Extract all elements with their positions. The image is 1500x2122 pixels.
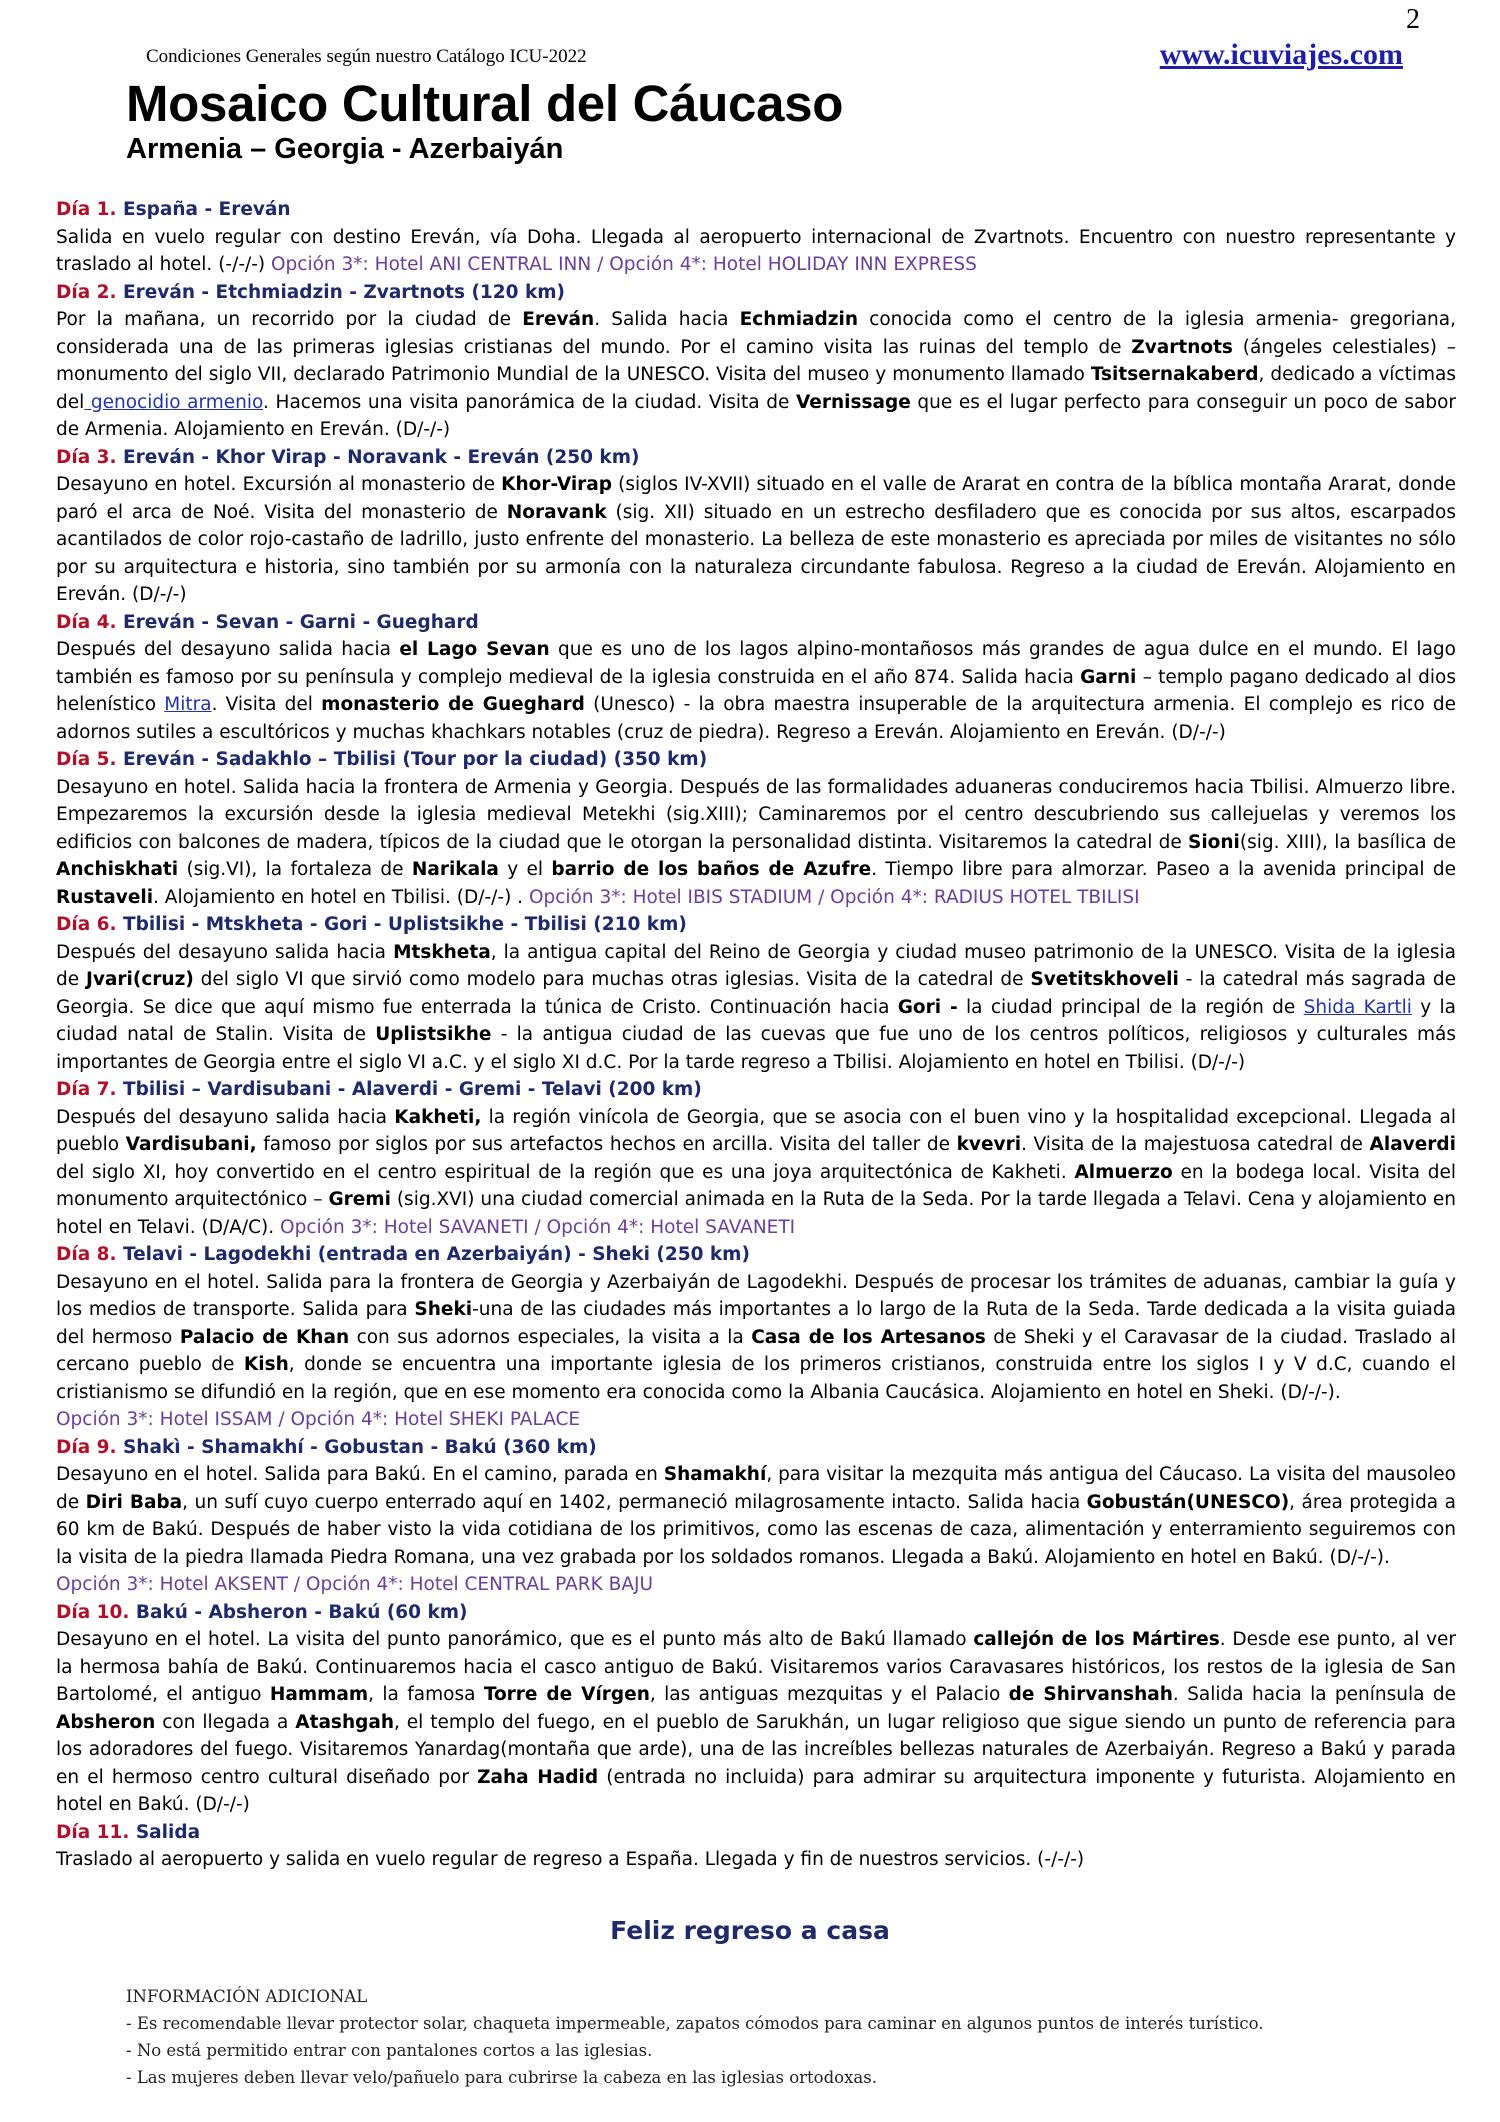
description-text: que es uno de los lagos alpino-montañosos más grandes de agua dulce en el mundo. El lago también es famoso por su península y complejo medieval de la iglesia construida en el año 874. Salida hacia — [56, 639, 1456, 688]
highlight-text: Palacio de Khan — [179, 1326, 350, 1348]
description-text: . Visita de la majestuosa catedral de — [1021, 1134, 1370, 1155]
day-heading — [56, 1241, 1456, 1269]
highlight-text: Kish — [243, 1354, 289, 1375]
day-block — [56, 1434, 1456, 1599]
description-text: con sus adornos especiales, la visita a la — [349, 1326, 752, 1348]
day-heading — [56, 279, 1456, 307]
description-text: con llegada a — [155, 1711, 296, 1733]
highlight-text: Casa de los Artesanos — [751, 1326, 986, 1348]
description-text: Salida en vuelo regular con destino Ereván, vía Doha. Llegada al aeropuerto internacional de Zvartnots. Encuentro con nuestro representante y traslado al hotel. (-/-/-) — [56, 226, 1456, 275]
highlight-text: Gobustán(UNESCO) — [1086, 1491, 1290, 1513]
day-block — [56, 444, 1456, 609]
day-description — [56, 1269, 1456, 1407]
day-block — [56, 1819, 1456, 1874]
highlight-text: Torre de Vírgen — [483, 1684, 650, 1705]
info-title: INFORMACIÓN ADICIONAL — [126, 1987, 368, 2006]
day-heading — [56, 1819, 1456, 1847]
website-link[interactable]: www.icuviajes.com — [1159, 38, 1403, 71]
description-text: , área protegida a 60 km de Bakú. Después de haber visto la vida cotidiana de los primitivos, como las escenas de caza, alimentación y enterramiento seguiremos con la visita de la piedra llamada Piedra Romana, una vez grabada por los soldados romanos. Llegada a Bakú. Alojamiento en hotel en Bakú. (D/-/-). — [56, 1491, 1456, 1568]
day-description — [56, 1104, 1456, 1242]
day-block — [56, 911, 1456, 1076]
day-route: Tbilisi - Mtskheta - Gori - Uplistsikhe - Tbilisi (210 km) — [116, 914, 687, 935]
day-label: Día 3. — [56, 446, 117, 468]
day-label: Día 10. — [56, 1601, 130, 1623]
day-heading — [56, 196, 1456, 224]
highlight-text: barrio de los baños de Azufre — [551, 859, 872, 880]
day-label: Día 11. — [56, 1821, 130, 1843]
description-text: . Hacemos una visita panorámica de la ciudad. Visita de — [263, 391, 796, 413]
highlight-text: Garni — [1080, 666, 1137, 688]
highlight-text: Sioni — [1188, 831, 1240, 853]
description-text: de Sheki y el Caravasar de la ciudad. Traslado al cercano pueblo de — [56, 1326, 1456, 1375]
description-text: , para visitar la mezquita más antigua del Cáucaso. La visita del mausoleo de — [56, 1464, 1456, 1513]
day-description — [56, 1461, 1456, 1571]
description-text: del siglo XI, hoy convertido en el centro espiritual de la región que es una joya arquitectónica de Kakheti. — [56, 1161, 1075, 1183]
day-block — [56, 1241, 1456, 1434]
highlight-text: Alaverdi — [1369, 1134, 1456, 1155]
description-text: (Unesco) - la obra maestra insuperable de la arquitectura armenia. El complejo es rico de adornos sutiles a escultóricos y muchas khachkars notables (cruz de piedra). Regreso a Ereván. Alojamiento en Ereván. (D/-/-) — [56, 694, 1456, 743]
description-text: , el templo del fuego, en el pueblo de Sarukhán, un lugar religioso que sigue siendo un punto de referencia para los adoradores del fuego. Visitaremos Yanardag(montaña que arde), una de las increíbles bellezas naturales de Azerbaiyán. Regreso a Bakú y parada en el hermoso centro cultural diseñado por — [56, 1711, 1456, 1788]
day-heading — [56, 1599, 1456, 1627]
highlight-text: Sheki — [414, 1299, 473, 1320]
description-text: - la catedral más sagrada de Georgia. Se dice que aquí mismo fue enterrada la túnica de Cristo. Continuación hacia — [56, 969, 1456, 1018]
highlight-text: Diri Baba — [85, 1491, 183, 1513]
description-text: . Salida hacia la península de — [1172, 1684, 1456, 1705]
highlight-text: Vernissage — [795, 391, 911, 413]
highlight-text: el Lago Sevan — [399, 639, 550, 660]
highlight-text: Ereván — [522, 309, 595, 330]
day-label: Día 2. — [56, 281, 117, 303]
highlight-text: Uplistsikhe — [375, 1024, 492, 1045]
document-title: Mosaico Cultural del Cáucaso — [126, 75, 844, 132]
reference-link[interactable]: genocidio armenio — [84, 391, 264, 413]
highlight-text: Kakheti, — [394, 1106, 482, 1128]
conditions-note: Condiciones Generales según nuestro Catálogo ICU-2022 — [146, 46, 587, 67]
day-route: España - Ereván — [116, 199, 291, 220]
hotel-options: Opción 3*: Hotel ANI CENTRAL INN / Opción 4*: Hotel HOLIDAY INN EXPRESS — [271, 254, 977, 275]
description-text: Después del desayuno salida hacia — [56, 941, 394, 963]
day-label: Día 7. — [56, 1079, 117, 1100]
highlight-text: de Shirvanshah — [1008, 1684, 1173, 1705]
description-text: conocida como el centro de la iglesia armenia- gregoriana, considerada una de las primeras iglesias cristianas del mundo. Por el camino visita las ruinas del templo de — [56, 309, 1457, 358]
description-text: – templo pagano dedicado al dios helenístico — [56, 666, 1456, 715]
highlight-text: Almuerzo — [1074, 1161, 1173, 1183]
day-description — [56, 224, 1456, 279]
day-description — [56, 306, 1456, 444]
day-label: Día 9. — [56, 1436, 117, 1458]
description-text: del siglo VI que sirvió como modelo para muchas otras iglesias. Visita de la catedral de — [193, 969, 1031, 990]
day-block — [56, 1599, 1456, 1819]
day-label: Día 8. — [56, 1244, 117, 1265]
day-block — [56, 196, 1456, 279]
description-text: Después del desayuno salida hacia — [56, 1106, 395, 1128]
description-text: Desayuno en el hotel. Salida para la frontera de Georgia y Azerbaiyán de Lagodekhi. Después de procesar los trámites de aduanas, cambiar la guía y los medios de transporte. Salida para — [56, 1271, 1456, 1320]
hotel-options: Opción 3*: Hotel IBIS STADIUM / Opción 4*: RADIUS HOTEL TBILISI — [528, 886, 1140, 908]
itinerary — [56, 196, 1456, 1874]
description-text: , donde se encuentra una importante iglesia de los primeros cristianos, construida entre los siglos I y V d.C, cuando el cristianismo se difundió en la región, que en ese momento era conocida como la Albania Caucásica. Alojamiento en hotel en Sheki. (D/-/-). — [56, 1354, 1457, 1403]
description-text: la región vinícola de Georgia, que se asocia con el buen vino y la hospitalidad excepcional. Llegada al pueblo — [56, 1106, 1456, 1155]
day-description — [56, 636, 1456, 746]
highlight-text: Zaha Hadid — [477, 1766, 599, 1788]
document-subtitle: Armenia – Georgia - Azerbaiyán — [126, 133, 564, 165]
description-text: -una de las ciudades más importantes a lo largo de la Ruta de la Seda. Tarde dedicada a la visita guiada del hermoso — [56, 1299, 1456, 1348]
description-text: , la famosa — [368, 1684, 484, 1705]
highlight-text: Jvari(cruz) — [85, 969, 194, 990]
description-text: . Tiempo libre para almorzar. Paseo a la avenida principal de — [871, 859, 1456, 880]
description-text: (sig.VI), la fortaleza de — [178, 859, 412, 880]
description-text: (sig.XVI) una ciudad comercial animada en la Ruta de la Seda. Por la tarde llegada a Telavi. Cena y alojamiento en hotel en Telavi. (D/A/C). — [56, 1189, 1456, 1238]
description-text: , dedicado a víctimas del — [56, 364, 1456, 413]
description-text: , un sufí cuyo cuerpo enterrado aquí en 1402, permaneció milagrosamente intacto. Salida hacia — [182, 1491, 1087, 1513]
hotel-options: Opción 3*: Hotel AKSENT / Opción 4*: Hotel CENTRAL PARK BAJU — [56, 1574, 654, 1595]
day-heading — [56, 1076, 1456, 1104]
day-block — [56, 746, 1456, 911]
info-item: - Las mujeres deben llevar velo/pañuelo para cubrirse la cabeza en las iglesias ortodoxas. — [126, 2068, 877, 2087]
day-route: Ereván - Etchmiadzin - Zvartnots (120 km) — [116, 281, 566, 303]
description-text: . Visita del — [211, 694, 322, 715]
info-item: - Es recomendable llevar protector solar, chaqueta impermeable, zapatos cómodos para caminar en algunos puntos de interés turístico. — [126, 2014, 1264, 2033]
day-description — [56, 939, 1456, 1077]
day-description — [56, 1626, 1456, 1819]
description-text: Desayuno en el hotel. La visita del punto panorámico, que es el punto más alto de Bakú llamado — [56, 1629, 974, 1650]
day-heading — [56, 746, 1456, 774]
day-heading — [56, 444, 1456, 472]
additional-info — [126, 1983, 1426, 2091]
description-text: . Salida hacia — [594, 309, 740, 330]
day-route: Shakì - Shamakhí - Gobustan - Bakú (360 km) — [116, 1436, 597, 1458]
description-text: (sig. XIII), la basílica de — [1239, 831, 1457, 853]
day-heading — [56, 609, 1456, 637]
description-text: en la bodega local. Visita del monumento arquitectónico – — [56, 1161, 1456, 1210]
highlight-text: Anchiskhati — [56, 859, 179, 880]
day-route: Tbilisi – Vardisubani - Alaverdi - Gremi - Telavi (200 km) — [116, 1079, 702, 1100]
description-text: Traslado al aeropuerto y salida en vuelo regular de regreso a España. Llegada y fin de nuestros servicios. (-/-/-) — [56, 1849, 1085, 1870]
highlight-text: Narikala — [411, 859, 499, 880]
reference-link[interactable]: Mitra — [164, 694, 212, 715]
day-description — [56, 774, 1456, 912]
highlight-text: Svetitskhoveli — [1030, 969, 1179, 990]
highlight-text: Zvartnots — [1131, 336, 1233, 358]
description-text: (entrada no incluida) para admirar su arquitectura imponente y futurista. Alojamiento en hotel en Bakú. (D/-/-) — [56, 1766, 1457, 1815]
description-text: , las antiguas mezquitas y el Palacio — [649, 1684, 1009, 1705]
highlight-text: Gori - — [897, 996, 958, 1018]
highlight-text: callejón de los Mártires — [973, 1629, 1220, 1650]
day-route: Ereván - Khor Virap - Noravank - Ereván (250 km) — [116, 446, 640, 468]
description-text: Después del desayuno salida hacia — [56, 639, 400, 660]
highlight-text: Gremi — [328, 1189, 391, 1210]
description-text: la ciudad principal de la región de — [957, 996, 1304, 1018]
day-label: Día 1. — [56, 199, 117, 220]
day-block — [56, 609, 1456, 747]
page-number: 2 — [1406, 4, 1420, 35]
day-heading — [56, 911, 1456, 939]
description-text: (ángeles celestiales) – monumento del siglo VII, declarado Patrimonio Mundial de la UNESCO. Visita del museo y monumento llamado — [56, 336, 1457, 385]
highlight-text: Hammam — [269, 1684, 369, 1705]
day-block — [56, 279, 1456, 444]
highlight-text: Echmiadzin — [739, 309, 859, 330]
highlight-text: Atashgah — [295, 1711, 395, 1733]
day-description — [56, 471, 1456, 609]
day-heading — [56, 1434, 1456, 1462]
day-label: Día 6. — [56, 914, 117, 935]
description-text: famoso por siglos por sus artefactos hechos en arcilla. Visita del taller de — [256, 1134, 957, 1155]
description-text: Desayuno en el hotel. Salida para Bakú. En el camino, parada en — [56, 1464, 664, 1485]
highlight-text: monasterio de Gueghard — [321, 694, 585, 715]
reference-link[interactable]: Shida Kartli — [1303, 996, 1412, 1018]
day-block — [56, 1076, 1456, 1241]
description-text: , la antigua capital del Reino de Georgia y ciudad museo patrimonio de la UNESCO. Visita de la iglesia de — [56, 941, 1456, 990]
description-text: (sig. XII) situado en un estrecho desfiladero que es conocida por sus altos, escarpados acantilados de color rojo-castaño de ladrillo, justo enfrente del monasterio. La belleza de este monasterio es apreciada por miles de visitantes no sólo por su arquitectura e historia, sino también por su armonía con la naturaleza circundante fabulosa. Regreso a la ciudad de Ereván. Alojamiento en Ereván. (D/-/-) — [56, 501, 1456, 605]
highlight-text: kvevri — [956, 1134, 1022, 1155]
description-text: y el — [498, 859, 552, 880]
description-text: que es el lugar perfecto para conseguir un poco de sabor de Armenia. Alojamiento en Ereván. (D/-/-) — [56, 391, 1457, 440]
highlight-text: Noravank — [506, 501, 607, 523]
day-route: Ereván - Sadakhlo – Tbilisi (Tour por la ciudad) (350 km) — [116, 749, 708, 770]
description-text: Desayuno en hotel. Salida hacia la frontera de Armenia y Georgia. Después de las formalidades aduaneras conduciremos hacia Tbilisi. Almuerzo libre. Empezaremos la excursión desde la iglesia medieval Metekhi (sig.XIII); Caminaremos por el centro descubriendo sus callejuelas y veremos los edificios con balcones de madera, típicos de la ciudad que le otorgan la personalidad distinta. Visitaremos la catedral de — [56, 776, 1456, 853]
highlight-text: Khor-Virap — [501, 474, 613, 495]
highlight-text: Vardisubani, — [125, 1134, 257, 1155]
hotel-options: Opción 3*: Hotel ISSAM / Opción 4*: Hotel SHEKI PALACE — [56, 1409, 581, 1430]
highlight-text: Shamakhí — [663, 1464, 767, 1485]
description-text: . Alojamiento en hotel en Tbilisi. (D/-/-) . — [153, 886, 529, 908]
description-text: Por la mañana, un recorrido por la ciudad de — [56, 309, 523, 330]
day-label: Día 4. — [56, 611, 117, 633]
description-text: (siglos IV-XVII) situado en el valle de Ararat en contra de la bíblica montaña Ararat, donde paró el arca de Noé. Visita del monasterio de — [56, 474, 1456, 523]
highlight-text: Rustaveli — [56, 886, 154, 908]
highlight-text: Absheron — [56, 1711, 156, 1733]
day-route: Bakú - Absheron - Bakú (60 km) — [129, 1601, 468, 1623]
description-text: . Desde ese punto, al ver la hermosa bahía de Bakú. Continuaremos hacia el casco antiguo de Bakú. Visitaremos varios Caravasares históricos, los restos de la iglesia de San Bartolomé, el antiguo — [56, 1629, 1456, 1705]
day-label: Día 5. — [56, 749, 117, 770]
day-description — [56, 1846, 1456, 1874]
highlight-text: Mtskheta — [393, 941, 491, 963]
hotel-options: Opción 3*: Hotel SAVANETI / Opción 4*: Hotel SAVANETI — [280, 1216, 796, 1238]
description-text: y la ciudad natal de Stalin. Visita de — [56, 996, 1457, 1045]
info-item: - No está permitido entrar con pantalones cortos a las iglesias. — [126, 2041, 653, 2060]
day-route: Ereván - Sevan - Garni - Gueghard — [116, 611, 479, 633]
description-text: Desayuno en hotel. Excursión al monasterio de — [56, 474, 502, 495]
highlight-text: Tsitsernakaberd — [1090, 364, 1259, 385]
day-route: Salida — [129, 1821, 201, 1843]
description-text: - la antigua ciudad de las cuevas que fue uno de los centros políticos, religiosos y culturales más importantes de Georgia entre el siglo VI a.C. y el siglo XI d.C. Por la tarde regreso a Tbilisi. Alojamiento en hotel en Tbilisi. (D/-/-) — [56, 1024, 1456, 1073]
day-route: Telavi - Lagodekhi (entrada en Azerbaiyán) - Sheki (250 km) — [116, 1244, 750, 1265]
closing-message: Feliz regreso a casa — [610, 1916, 890, 1945]
